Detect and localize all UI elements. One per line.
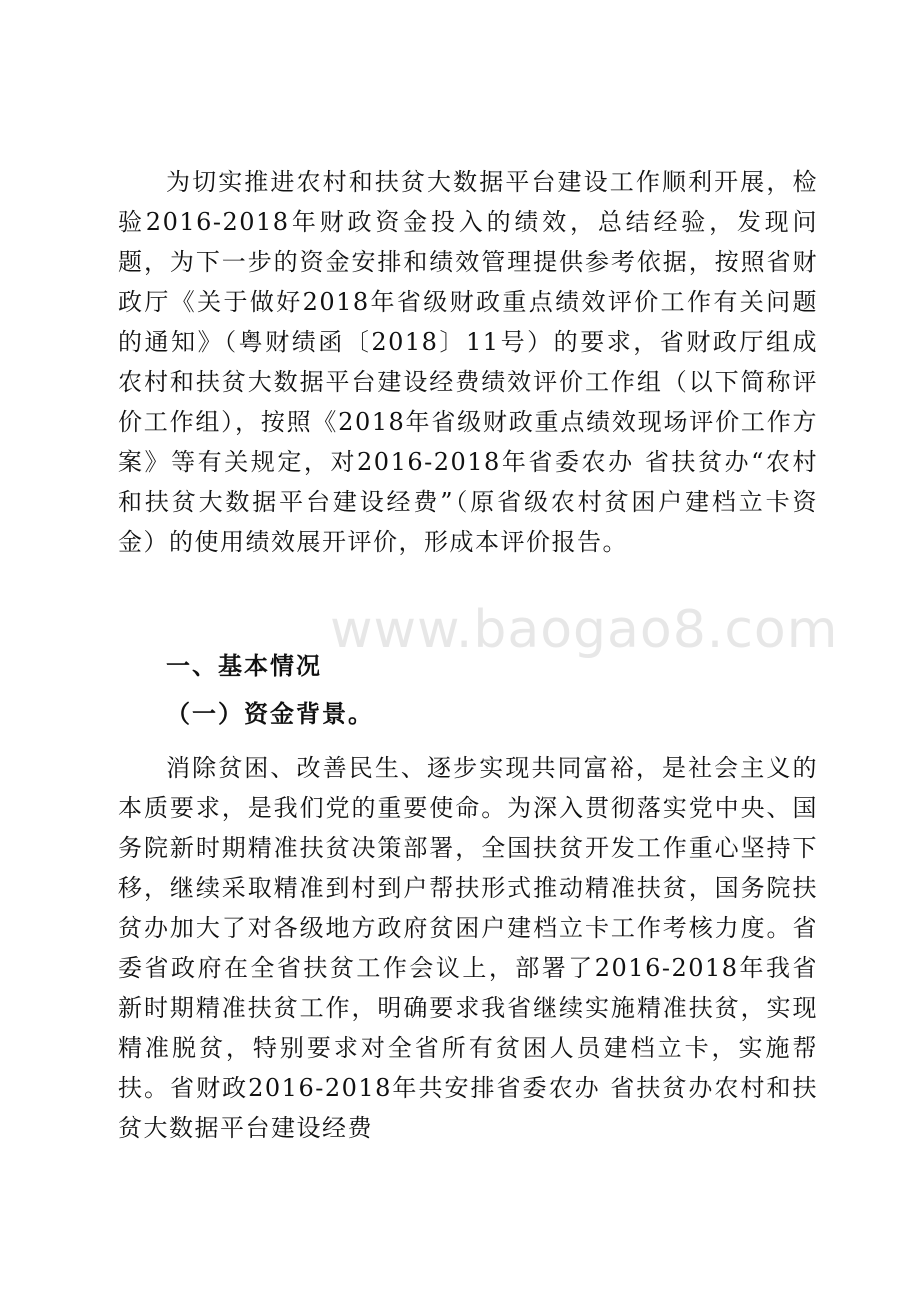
- paragraph-intro: [118, 162, 818, 562]
- paragraph-text: 为切实推进农村和扶贫大数据平台建设工作顺利开展，检验2016-2018年财政资金投入的绩效，总结经验，发现问题，为下一步的资金安排和绩效管理提供参考依据，按照省财政厅《关于做好2018年省级财政重点绩效评价工作有关问题的通知》（粤财绩函〔2018〕11号）的要求，省财政厅组成农村和扶贫大数据平台建设经费绩效评价工作组（以下简称评价工作组），按照《2018年省级财政重点绩效现场评价工作方案》等有关规定，对2016-2018年省委农办 省扶贫办“农村和扶贫大数据平台建设经费”（原省级农村贫困户建档立卡资金）的使用绩效展开评价，形成本评价报告。: [118, 168, 818, 556]
- paragraph-text: 消除贫困、改善民生、逐步实现共同富裕，是社会主义的本质要求，是我们党的重要使命。为深入贯彻落实党中央、国务院新时期精准扶贫决策部署，全国扶贫开发工作重心坚持下移，继续采取精准到村到户帮扶形式推动精准扶贫，国务院扶贫办加大了对各级地方政府贫困户建档立卡工作考核力度。省委省政府在全省扶贫工作会议上，部署了2016-2018年我省新时期精准扶贫工作，明确要求我省继续实施精准扶贫，实现精准脱贫，特别要求对全省所有贫困人员建档立卡，实施帮扶。省财政2016-2018年共安排省委农办 省扶贫办农村和扶贫大数据平台建设经费: [118, 754, 818, 1142]
- paragraph-fund-background: [118, 748, 818, 1148]
- section-heading-basic-info: 一、基本情况: [166, 652, 322, 680]
- watermark: www.baogao8.com: [330, 600, 839, 660]
- subsection-heading-fund-background: （一）资金背景。: [166, 700, 374, 728]
